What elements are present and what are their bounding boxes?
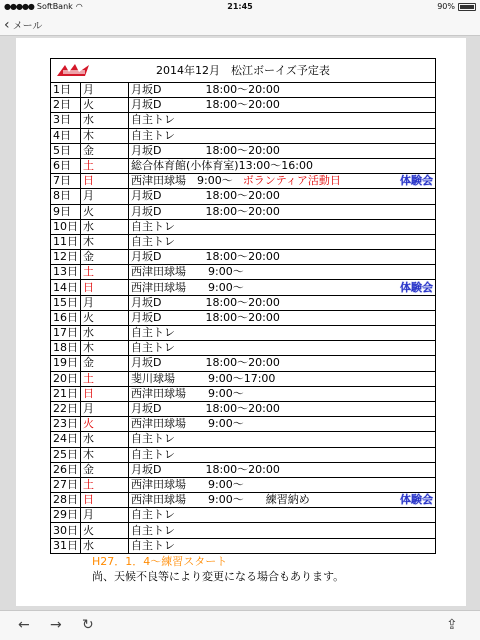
share-icon[interactable]: ⇪ — [446, 617, 458, 633]
table-row — [51, 189, 436, 204]
plan-text: 月坂D 18:00～20:00 — [131, 356, 280, 370]
plan-text: 自主トレ — [131, 523, 175, 537]
trial-label: 体験会 — [400, 174, 433, 188]
wifi-icon: ◠ — [75, 2, 83, 11]
day-cell: 23日 — [51, 417, 81, 432]
weekday-cell: 月 — [81, 189, 129, 204]
schedule-table — [50, 58, 436, 554]
status-bar — [0, 0, 480, 14]
carrier-label: SoftBank — [36, 2, 73, 11]
weekday-cell: 土 — [81, 371, 129, 386]
plan-cell — [129, 204, 436, 219]
plan-cell — [129, 143, 436, 158]
plan-text: 月坂D 18:00～20:00 — [131, 189, 280, 203]
weekday-cell: 水 — [81, 538, 129, 553]
plan-text: 月坂D 18:00～20:00 — [131, 143, 280, 157]
plan-text: 西津田球場 9:00～ 練習納め — [131, 493, 310, 507]
arrow-right-icon[interactable]: → — [50, 617, 62, 633]
table-row — [51, 371, 436, 386]
plan-text: 自主トレ — [131, 447, 175, 461]
plan-cell — [129, 83, 436, 98]
plan-cell — [129, 432, 436, 447]
weekday-cell: 火 — [81, 98, 129, 113]
plan-text: 月坂D 18:00～20:00 — [131, 310, 280, 324]
weekday-cell: 土 — [81, 477, 129, 492]
status-right — [437, 2, 476, 11]
table-row — [51, 250, 436, 265]
weekday-cell: 金 — [81, 143, 129, 158]
battery-label: 90% — [437, 2, 455, 11]
plan-cell — [129, 417, 436, 432]
weekday-cell: 月 — [81, 401, 129, 416]
plan-text: 自主トレ — [131, 341, 175, 355]
day-cell: 5日 — [51, 143, 81, 158]
plan-cell — [129, 447, 436, 462]
plan-cell — [129, 401, 436, 416]
weekday-cell: 水 — [81, 432, 129, 447]
plan-text: 斐川球場 9:00～17:00 — [131, 371, 276, 385]
weekday-cell: 火 — [81, 417, 129, 432]
plan-cell — [129, 174, 436, 189]
plan-cell — [129, 98, 436, 113]
day-cell: 3日 — [51, 113, 81, 128]
title-cell — [51, 59, 436, 83]
weekday-cell: 日 — [81, 493, 129, 508]
arrow-left-icon[interactable]: ← — [18, 617, 30, 633]
plan-cell — [129, 280, 436, 295]
weekday-cell: 火 — [81, 523, 129, 538]
plan-text: 西津田球場 9:00～ — [131, 417, 244, 431]
day-cell: 31日 — [51, 538, 81, 553]
schedule-title: 2014年12月 松江ボーイズ予定表 — [156, 63, 330, 77]
table-row — [51, 234, 436, 249]
weekday-cell: 土 — [81, 265, 129, 280]
trial-label: 体験会 — [400, 280, 433, 294]
table-row — [51, 295, 436, 310]
plan-cell — [129, 477, 436, 492]
team-logo-icon — [55, 62, 93, 79]
plan-text: 自主トレ — [131, 113, 175, 127]
schedule-rows — [51, 83, 436, 554]
reload-icon[interactable]: ↻ — [82, 617, 94, 633]
day-cell: 20日 — [51, 371, 81, 386]
title-row — [51, 59, 436, 83]
plan-text: 自主トレ — [131, 538, 175, 552]
weekday-cell: 木 — [81, 128, 129, 143]
day-cell: 17日 — [51, 326, 81, 341]
weekday-cell: 日 — [81, 174, 129, 189]
weekday-cell: 日 — [81, 386, 129, 401]
table-row — [51, 219, 436, 234]
plan-cell — [129, 341, 436, 356]
plan-cell — [129, 265, 436, 280]
plan-text: 自主トレ — [131, 326, 175, 340]
plan-text: 西津田球場 9:00～ — [131, 477, 244, 491]
day-cell: 1日 — [51, 83, 81, 98]
day-cell: 16日 — [51, 310, 81, 325]
plan-text: 月坂D 18:00～20:00 — [131, 250, 280, 264]
plan-cell — [129, 295, 436, 310]
plan-cell — [129, 371, 436, 386]
table-row — [51, 493, 436, 508]
plan-text: 自主トレ — [131, 508, 175, 522]
status-time: 21:45 — [227, 2, 253, 11]
day-cell: 24日 — [51, 432, 81, 447]
day-cell: 30日 — [51, 523, 81, 538]
weekday-cell: 月 — [81, 83, 129, 98]
plan-cell — [129, 326, 436, 341]
day-cell: 28日 — [51, 493, 81, 508]
plan-cell — [129, 538, 436, 553]
signal-icon: ●●●●● — [4, 2, 34, 11]
table-row — [51, 538, 436, 553]
plan-cell — [129, 128, 436, 143]
day-cell: 4日 — [51, 128, 81, 143]
plan-cell — [129, 386, 436, 401]
weekday-cell: 火 — [81, 310, 129, 325]
plan-cell — [129, 462, 436, 477]
table-row — [51, 158, 436, 173]
plan-cell — [129, 219, 436, 234]
plan-text: 月坂D 18:00～20:00 — [131, 295, 280, 309]
day-cell: 27日 — [51, 477, 81, 492]
weekday-cell: 土 — [81, 158, 129, 173]
plan-text: 西津田球場 9:00～ — [131, 265, 244, 279]
table-row — [51, 432, 436, 447]
document-page — [16, 38, 466, 606]
plan-text: 自主トレ — [131, 432, 175, 446]
weekday-cell: 金 — [81, 356, 129, 371]
table-row — [51, 386, 436, 401]
table-row — [51, 401, 436, 416]
plan-cell — [129, 250, 436, 265]
table-row — [51, 508, 436, 523]
day-cell: 26日 — [51, 462, 81, 477]
plan-text: 月坂D 18:00～20:00 — [131, 402, 280, 416]
plan-text: 月坂D 18:00～20:00 — [131, 83, 280, 97]
table-row — [51, 462, 436, 477]
plan-cell — [129, 356, 436, 371]
weekday-cell: 月 — [81, 295, 129, 310]
bottom-toolbar — [0, 610, 480, 640]
day-cell: 6日 — [51, 158, 81, 173]
day-cell: 8日 — [51, 189, 81, 204]
plan-text: 西津田球場 9:00～ — [131, 386, 244, 400]
nav-bar — [0, 14, 480, 36]
day-cell: 9日 — [51, 204, 81, 219]
table-row — [51, 523, 436, 538]
weekday-cell: 火 — [81, 204, 129, 219]
weekday-cell: 木 — [81, 234, 129, 249]
day-cell: 12日 — [51, 250, 81, 265]
battery-icon — [458, 3, 476, 11]
plan-cell — [129, 310, 436, 325]
chevron-left-icon: ‹ — [4, 16, 10, 33]
plan-text: 西津田球場 9:00～ — [131, 174, 233, 188]
back-label: メール — [12, 21, 43, 32]
plan-text: 西津田球場 9:00～ — [131, 280, 244, 294]
day-cell: 21日 — [51, 386, 81, 401]
weekday-cell: 日 — [81, 280, 129, 295]
table-row — [51, 204, 436, 219]
day-cell: 14日 — [51, 280, 81, 295]
day-cell: 10日 — [51, 219, 81, 234]
plan-text: 月坂D 18:00～20:00 — [131, 462, 280, 476]
note-start: H27．1．4～練習スタート — [92, 555, 228, 568]
day-cell: 15日 — [51, 295, 81, 310]
plan-cell — [129, 189, 436, 204]
plan-text: 月坂D 18:00～20:00 — [131, 204, 280, 218]
note-weather: 尚、天候不良等により変更になる場合もあります。 — [92, 570, 345, 583]
table-row — [51, 417, 436, 432]
table-row — [51, 341, 436, 356]
trial-label: 体験会 — [400, 493, 433, 507]
weekday-cell: 水 — [81, 326, 129, 341]
plan-text: 自主トレ — [131, 234, 175, 248]
table-row — [51, 113, 436, 128]
weekday-cell: 水 — [81, 219, 129, 234]
day-cell: 22日 — [51, 401, 81, 416]
plan-text: 総合体育館(小体育室)13:00～16:00 — [131, 159, 313, 173]
weekday-cell: 水 — [81, 113, 129, 128]
table-row — [51, 83, 436, 98]
table-row — [51, 265, 436, 280]
plan-text: 月坂D 18:00～20:00 — [131, 98, 280, 112]
table-row — [51, 280, 436, 295]
day-cell: 11日 — [51, 234, 81, 249]
plan-cell — [129, 493, 436, 508]
table-row — [51, 326, 436, 341]
weekday-cell: 月 — [81, 508, 129, 523]
table-row — [51, 447, 436, 462]
table-row — [51, 356, 436, 371]
day-cell: 25日 — [51, 447, 81, 462]
weekday-cell: 金 — [81, 250, 129, 265]
weekday-cell: 木 — [81, 447, 129, 462]
plan-cell — [129, 158, 436, 173]
back-button[interactable] — [4, 17, 42, 32]
table-row — [51, 477, 436, 492]
table-row — [51, 174, 436, 189]
table-row — [51, 310, 436, 325]
weekday-cell: 金 — [81, 462, 129, 477]
day-cell: 29日 — [51, 508, 81, 523]
table-row — [51, 143, 436, 158]
plan-cell — [129, 234, 436, 249]
day-cell: 13日 — [51, 265, 81, 280]
table-row — [51, 98, 436, 113]
volunteer-label: ボランティア活動日 — [242, 174, 341, 188]
plan-text: 自主トレ — [131, 128, 175, 142]
table-row — [51, 128, 436, 143]
weekday-cell: 木 — [81, 341, 129, 356]
day-cell: 19日 — [51, 356, 81, 371]
day-cell: 2日 — [51, 98, 81, 113]
plan-text: 自主トレ — [131, 219, 175, 233]
day-cell: 18日 — [51, 341, 81, 356]
plan-cell — [129, 523, 436, 538]
plan-cell — [129, 508, 436, 523]
day-cell: 7日 — [51, 174, 81, 189]
plan-cell — [129, 113, 436, 128]
